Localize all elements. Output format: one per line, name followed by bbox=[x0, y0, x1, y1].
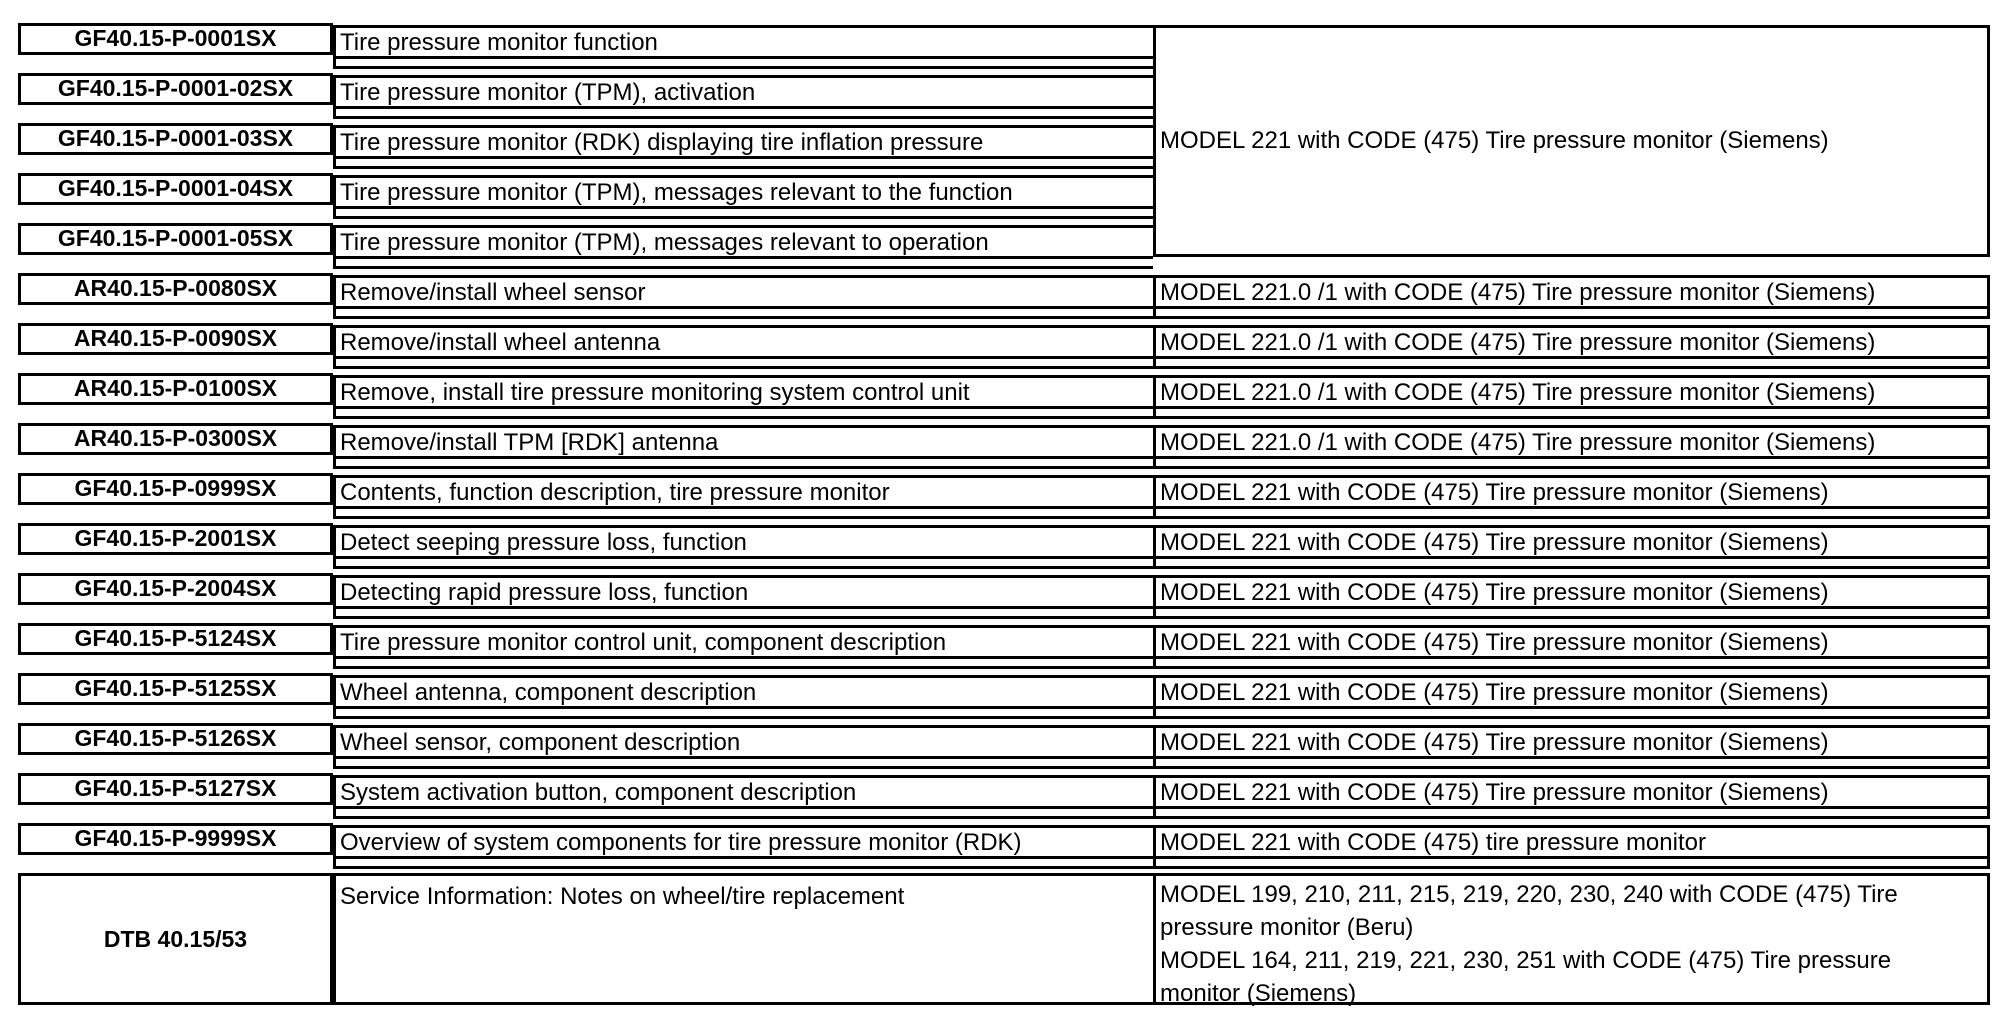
document-code: GF40.15-P-5125SX bbox=[18, 673, 333, 705]
row-spacer bbox=[333, 556, 1153, 569]
row-spacer bbox=[333, 506, 1153, 519]
model-line: monitor (Siemens) bbox=[1160, 980, 1357, 1007]
row-spacer bbox=[1153, 856, 1990, 869]
model-line: MODEL 164, 211, 219, 221, 230, 251 with CODE (475) Tire pressure bbox=[1160, 947, 1892, 974]
document-title: Detect seeping pressure loss, function bbox=[333, 525, 1153, 559]
model-line: MODEL 199, 210, 211, 215, 219, 220, 230, 240 with CODE (475) Tire bbox=[1160, 881, 1898, 908]
model-applicability: MODEL 221 with CODE (475) Tire pressure monitor (Siemens) bbox=[1153, 725, 1990, 759]
row-spacer bbox=[1153, 656, 1990, 669]
row-spacer bbox=[1153, 806, 1990, 819]
model-applicability: MODEL 221 with CODE (475) Tire pressure monitor (Siemens) bbox=[1153, 675, 1990, 709]
row-spacer bbox=[333, 806, 1153, 819]
document-code: GF40.15-P-0999SX bbox=[18, 473, 333, 505]
model-applicability: MODEL 221.0 /1 with CODE (475) Tire pressure monitor (Siemens) bbox=[1153, 375, 1990, 409]
document-title: Detecting rapid pressure loss, function bbox=[333, 575, 1153, 609]
row-spacer bbox=[333, 56, 1153, 69]
row-spacer bbox=[333, 256, 1153, 269]
row-spacer bbox=[333, 406, 1153, 419]
row-spacer bbox=[333, 456, 1153, 469]
row-spacer bbox=[1153, 456, 1990, 469]
row-spacer bbox=[333, 756, 1153, 769]
row-spacer bbox=[333, 206, 1153, 219]
document-code: AR40.15-P-0090SX bbox=[18, 323, 333, 355]
document-title: Tire pressure monitor control unit, component description bbox=[333, 625, 1153, 659]
document-code: GF40.15-P-9999SX bbox=[18, 823, 333, 855]
document-title: Remove/install wheel antenna bbox=[333, 325, 1153, 359]
row-spacer bbox=[333, 856, 1153, 869]
model-applicability: MODEL 221 with CODE (475) Tire pressure monitor (Siemens) bbox=[1153, 775, 1990, 809]
row-spacer bbox=[1153, 506, 1990, 519]
document-code: GF40.15-P-0001-03SX bbox=[18, 123, 333, 155]
model-applicability: MODEL 221 with CODE (475) Tire pressure monitor (Siemens) bbox=[1153, 625, 1990, 659]
document-code: GF40.15-P-0001-04SX bbox=[18, 173, 333, 205]
document-title: Service Information: Notes on wheel/tire replacement bbox=[333, 873, 1153, 1005]
row-spacer bbox=[1153, 556, 1990, 569]
row-spacer bbox=[1153, 706, 1990, 719]
document-title: Tire pressure monitor function bbox=[333, 25, 1153, 59]
row-spacer bbox=[1153, 606, 1990, 619]
row-spacer bbox=[333, 656, 1153, 669]
model-applicability: MODEL 221 with CODE (475) Tire pressure monitor (Siemens) bbox=[1153, 525, 1990, 559]
document-title: Wheel antenna, component description bbox=[333, 675, 1153, 709]
row-spacer bbox=[333, 306, 1153, 319]
row-spacer bbox=[1153, 756, 1990, 769]
row-spacer bbox=[333, 356, 1153, 369]
row-spacer bbox=[333, 106, 1153, 119]
document-title: Tire pressure monitor (TPM), messages relevant to operation bbox=[333, 225, 1153, 259]
row-spacer bbox=[1153, 406, 1990, 419]
document-code: GF40.15-P-0001-05SX bbox=[18, 223, 333, 255]
document-title: Tire pressure monitor (RDK) displaying tire inflation pressure bbox=[333, 125, 1153, 159]
document-code: GF40.15-P-2004SX bbox=[18, 573, 333, 605]
model-applicability-group: MODEL 221 with CODE (475) Tire pressure monitor (Siemens) bbox=[1153, 25, 1990, 257]
document-code: GF40.15-P-5126SX bbox=[18, 723, 333, 755]
document-title: Wheel sensor, component description bbox=[333, 725, 1153, 759]
row-spacer bbox=[1153, 356, 1990, 369]
model-applicability bbox=[1153, 873, 1990, 1005]
document-code: DTB 40.15/53 bbox=[18, 873, 333, 1005]
document-title: Tire pressure monitor (TPM), messages relevant to the function bbox=[333, 175, 1153, 209]
document-code: GF40.15-P-0001-02SX bbox=[18, 73, 333, 105]
document-title: Remove, install tire pressure monitoring system control unit bbox=[333, 375, 1153, 409]
model-applicability: MODEL 221 with CODE (475) Tire pressure monitor (Siemens) bbox=[1153, 575, 1990, 609]
document-title: System activation button, component description bbox=[333, 775, 1153, 809]
document-title: Tire pressure monitor (TPM), activation bbox=[333, 75, 1153, 109]
document-code: GF40.15-P-2001SX bbox=[18, 523, 333, 555]
document-title: Remove/install TPM [RDK] antenna bbox=[333, 425, 1153, 459]
row-spacer bbox=[333, 706, 1153, 719]
document-title: Overview of system components for tire pressure monitor (RDK) bbox=[333, 825, 1153, 859]
document-code: GF40.15-P-5127SX bbox=[18, 773, 333, 805]
row-spacer bbox=[333, 606, 1153, 619]
document-title: Remove/install wheel sensor bbox=[333, 275, 1153, 309]
document-code: AR40.15-P-0300SX bbox=[18, 423, 333, 455]
model-applicability: MODEL 221.0 /1 with CODE (475) Tire pressure monitor (Siemens) bbox=[1153, 325, 1990, 359]
model-applicability: MODEL 221 with CODE (475) tire pressure monitor bbox=[1153, 825, 1990, 859]
document-title: Contents, function description, tire pressure monitor bbox=[333, 475, 1153, 509]
document-code: AR40.15-P-0100SX bbox=[18, 373, 333, 405]
document-code: GF40.15-P-0001SX bbox=[18, 23, 333, 55]
model-line: pressure monitor (Beru) bbox=[1160, 914, 1414, 941]
model-applicability: MODEL 221 with CODE (475) Tire pressure monitor (Siemens) bbox=[1153, 475, 1990, 509]
model-applicability: MODEL 221.0 /1 with CODE (475) Tire pressure monitor (Siemens) bbox=[1153, 425, 1990, 459]
row-spacer bbox=[1153, 306, 1990, 319]
document-code: AR40.15-P-0080SX bbox=[18, 273, 333, 305]
model-applicability: MODEL 221.0 /1 with CODE (475) Tire pressure monitor (Siemens) bbox=[1153, 275, 1990, 309]
document-code: GF40.15-P-5124SX bbox=[18, 623, 333, 655]
row-spacer bbox=[333, 156, 1153, 169]
